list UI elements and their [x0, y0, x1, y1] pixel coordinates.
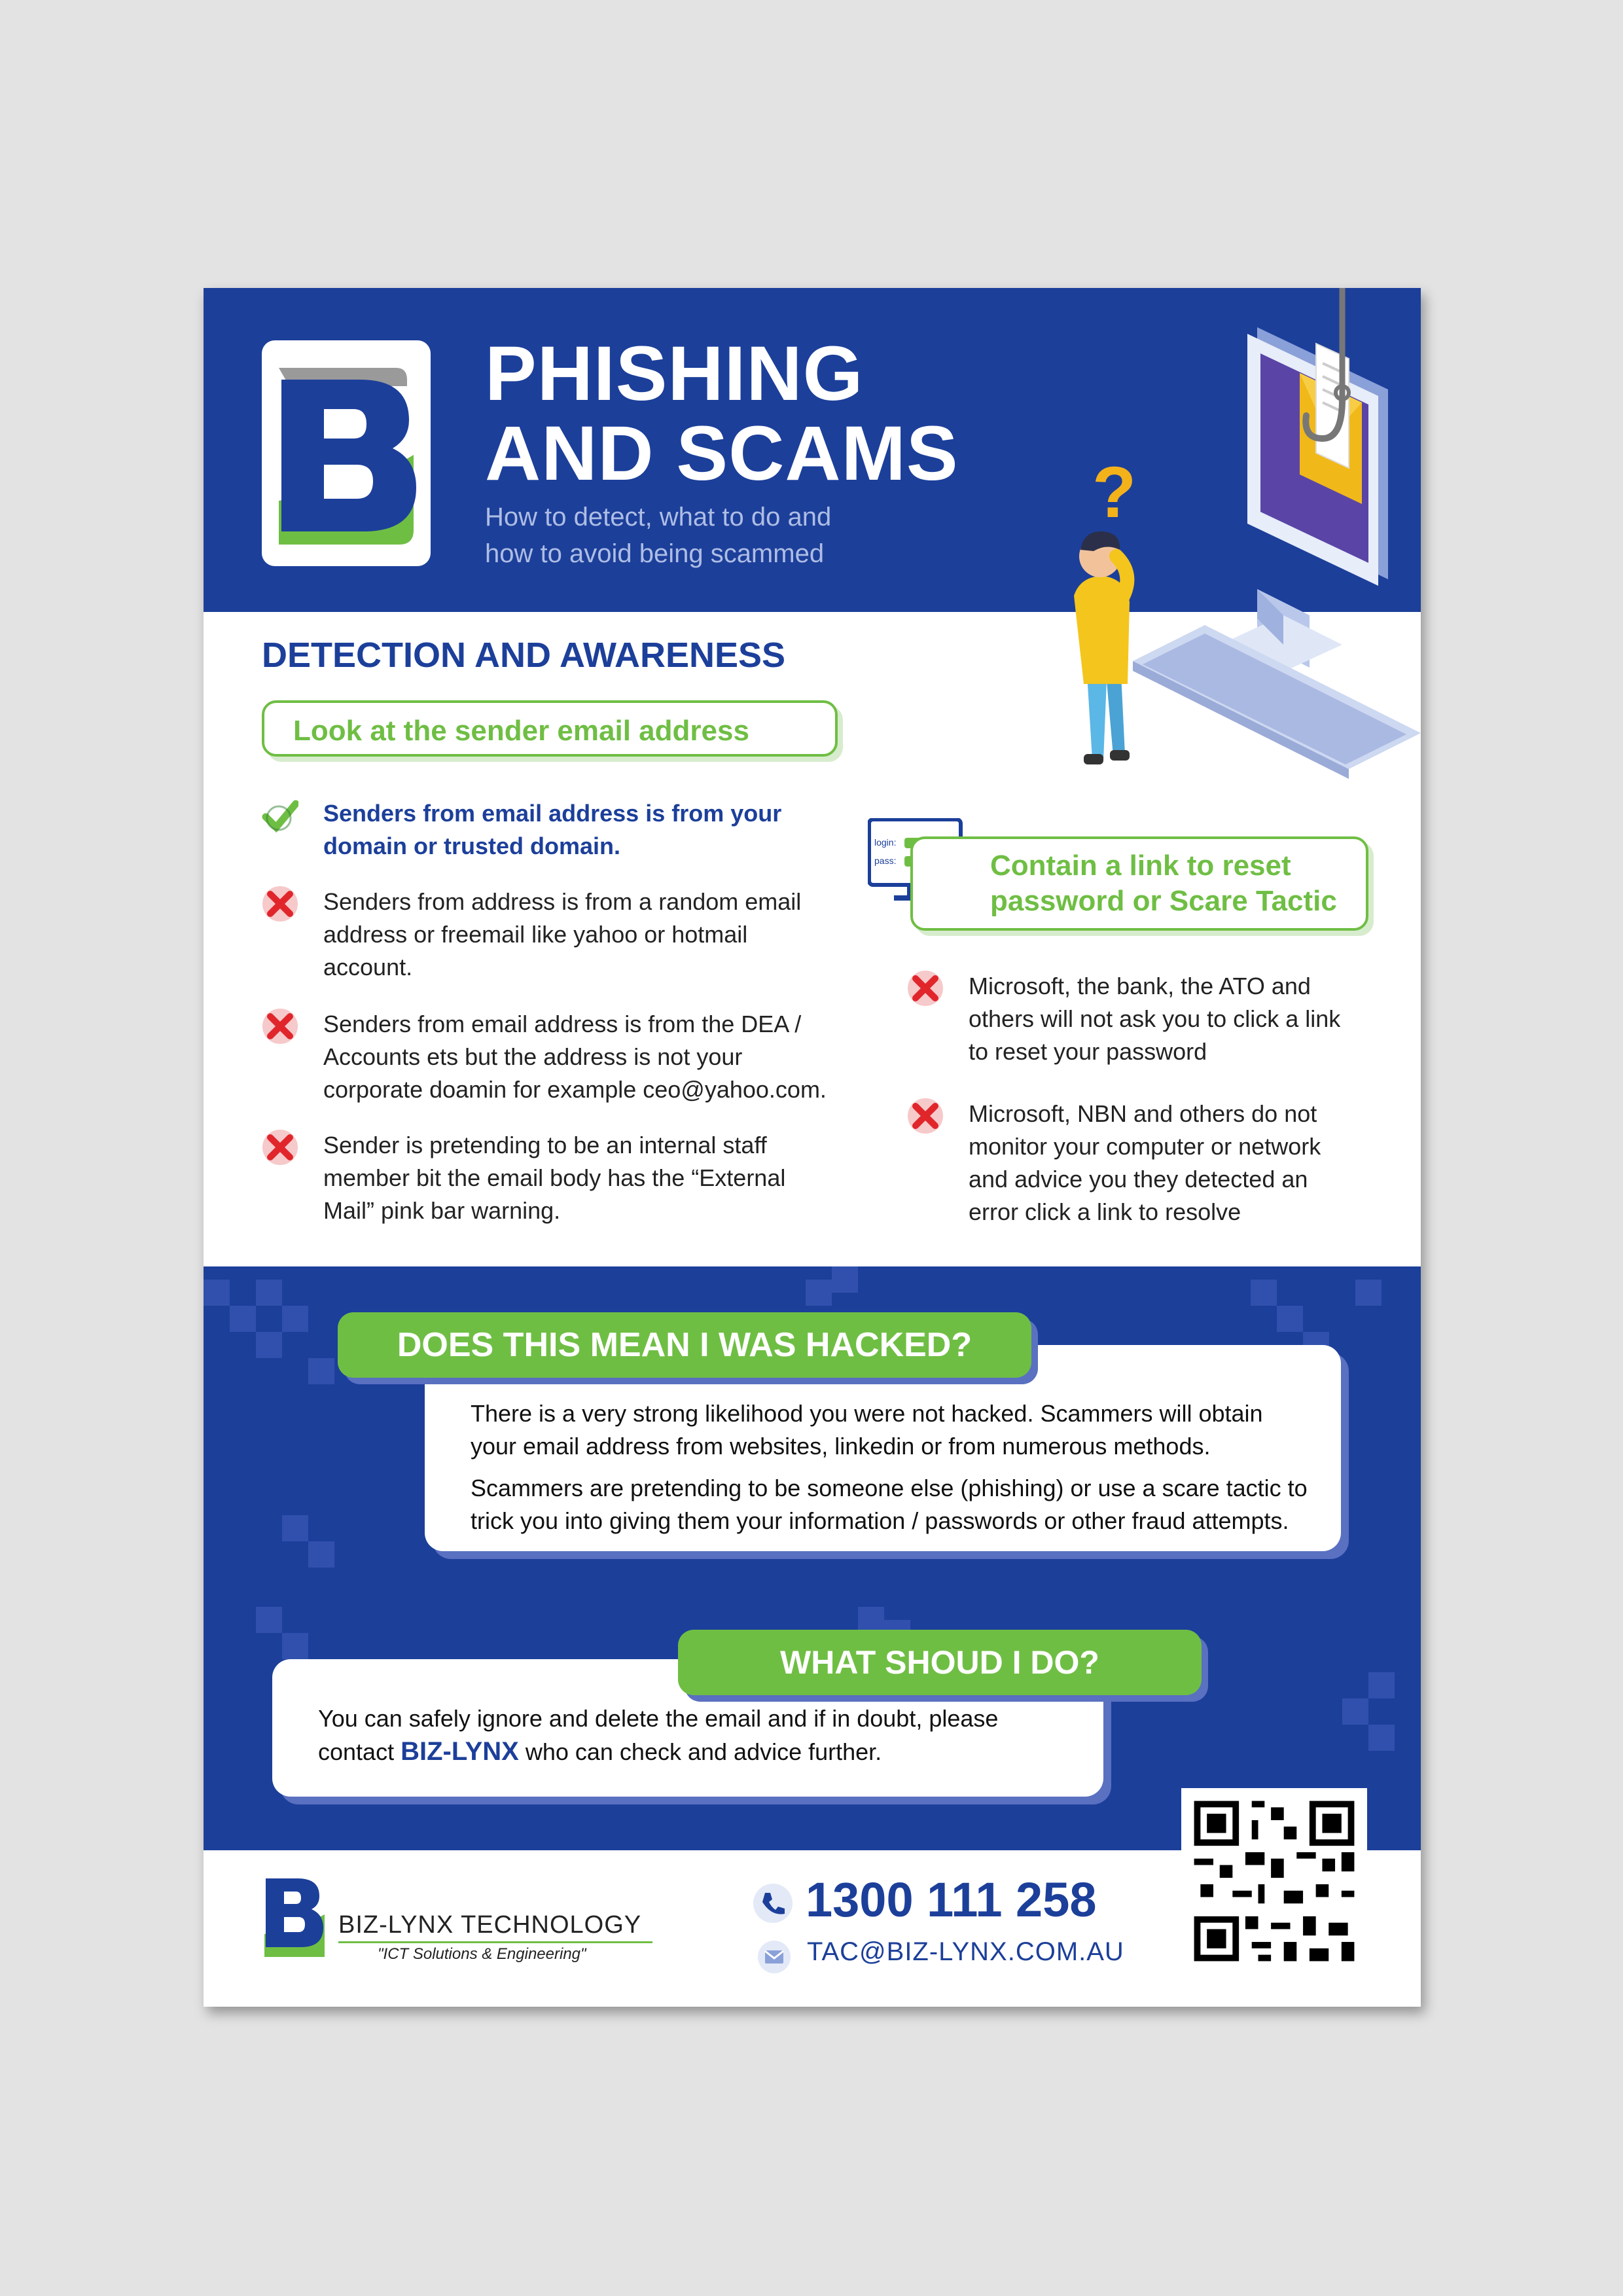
phishing-illustration [917, 288, 1421, 785]
todo-text-before: You can safely ignore and delete the email and if in doubt, please contact [318, 1705, 999, 1765]
cross-icon [907, 1098, 944, 1134]
detection-item-text: Senders from email address is from the DEA / Accounts ets but the address is not your corporate doamin for example ceo@yahoo.com. [323, 1011, 827, 1103]
b-logo-icon [262, 340, 431, 566]
detection-item-text: Sender is pretending to be an internal staff member bit the email body has the “External Mail” pink bar warning. [323, 1132, 786, 1224]
link-item-text: Microsoft, the bank, the ATO and others will not ask you to click a link to reset your password [969, 973, 1341, 1065]
computer-monitor-icon [1198, 327, 1388, 684]
todo-heading: WHAT SHOUD I DO? [678, 1630, 1202, 1695]
footer-tagline: "ICT Solutions & Engineering" [378, 1945, 586, 1963]
hacked-heading: DOES THIS MEAN I WAS HACKED? [338, 1312, 1031, 1378]
page-subtitle: How to detect, what to do and how to avoid being scammed [485, 503, 832, 568]
detection-item-text: Senders from address is from a random email address or freemail like yahoo or hotmail account. [323, 888, 802, 980]
phone-icon [752, 1882, 794, 1924]
hacked-paragraph-1: There is a very strong likelihood you were not hacked. Scammers will obtain your email address from websites, linkedin or from numerous methods. [471, 1400, 1263, 1460]
footer-logo-icon [262, 1875, 327, 1957]
hacked-paragraph-2: Scammers are pretending to be someone else (phishing) or use a scare tactic to trick you into giving them your information / passwords or other fraud attempts. [471, 1475, 1308, 1534]
title-line-1: PHISHING [485, 331, 864, 417]
brand-logo [262, 340, 431, 566]
footer-underline [338, 1941, 652, 1943]
cross-icon [262, 886, 298, 922]
info-band [204, 1266, 1421, 1850]
todo-text-after: who can check and advice further. [518, 1738, 882, 1765]
login-label: login: [874, 837, 897, 848]
todo-text [318, 1702, 1071, 1768]
cross-icon [262, 1129, 298, 1166]
pass-label: pass: [874, 855, 897, 866]
detection-item-text: Senders from email address is from your domain or trusted domain. [323, 800, 782, 859]
cross-icon [907, 970, 944, 1007]
reset-link-pill: Contain a link to reset password or Scare Tactic [910, 836, 1368, 931]
todo-brand: BIZ-LYNX [401, 1737, 519, 1766]
cross-icon [262, 1008, 298, 1045]
footer-company-name: BIZ-LYNX TECHNOLOGY [338, 1911, 642, 1939]
footer-phone[interactable]: 1300 111 258 [806, 1873, 1097, 1927]
page-title [485, 331, 959, 497]
footer-email[interactable]: TAC@BIZ-LYNX.COM.AU [807, 1937, 1124, 1966]
detection-heading: DETECTION AND AWARENESS [262, 636, 786, 675]
link-item-text: Microsoft, NBN and others do not monitor your computer or network and advice you they detected an error click a link to resolve [969, 1100, 1321, 1225]
title-line-2: AND SCAMS [485, 410, 959, 497]
check-icon [262, 797, 298, 834]
poster [204, 288, 1421, 2007]
svg-text:?: ? [1092, 452, 1137, 533]
qr-code-icon [1181, 1788, 1367, 1974]
email-icon [757, 1940, 791, 1974]
sender-email-pill: Look at the sender email address [262, 700, 838, 757]
confused-person-icon [1074, 452, 1136, 764]
